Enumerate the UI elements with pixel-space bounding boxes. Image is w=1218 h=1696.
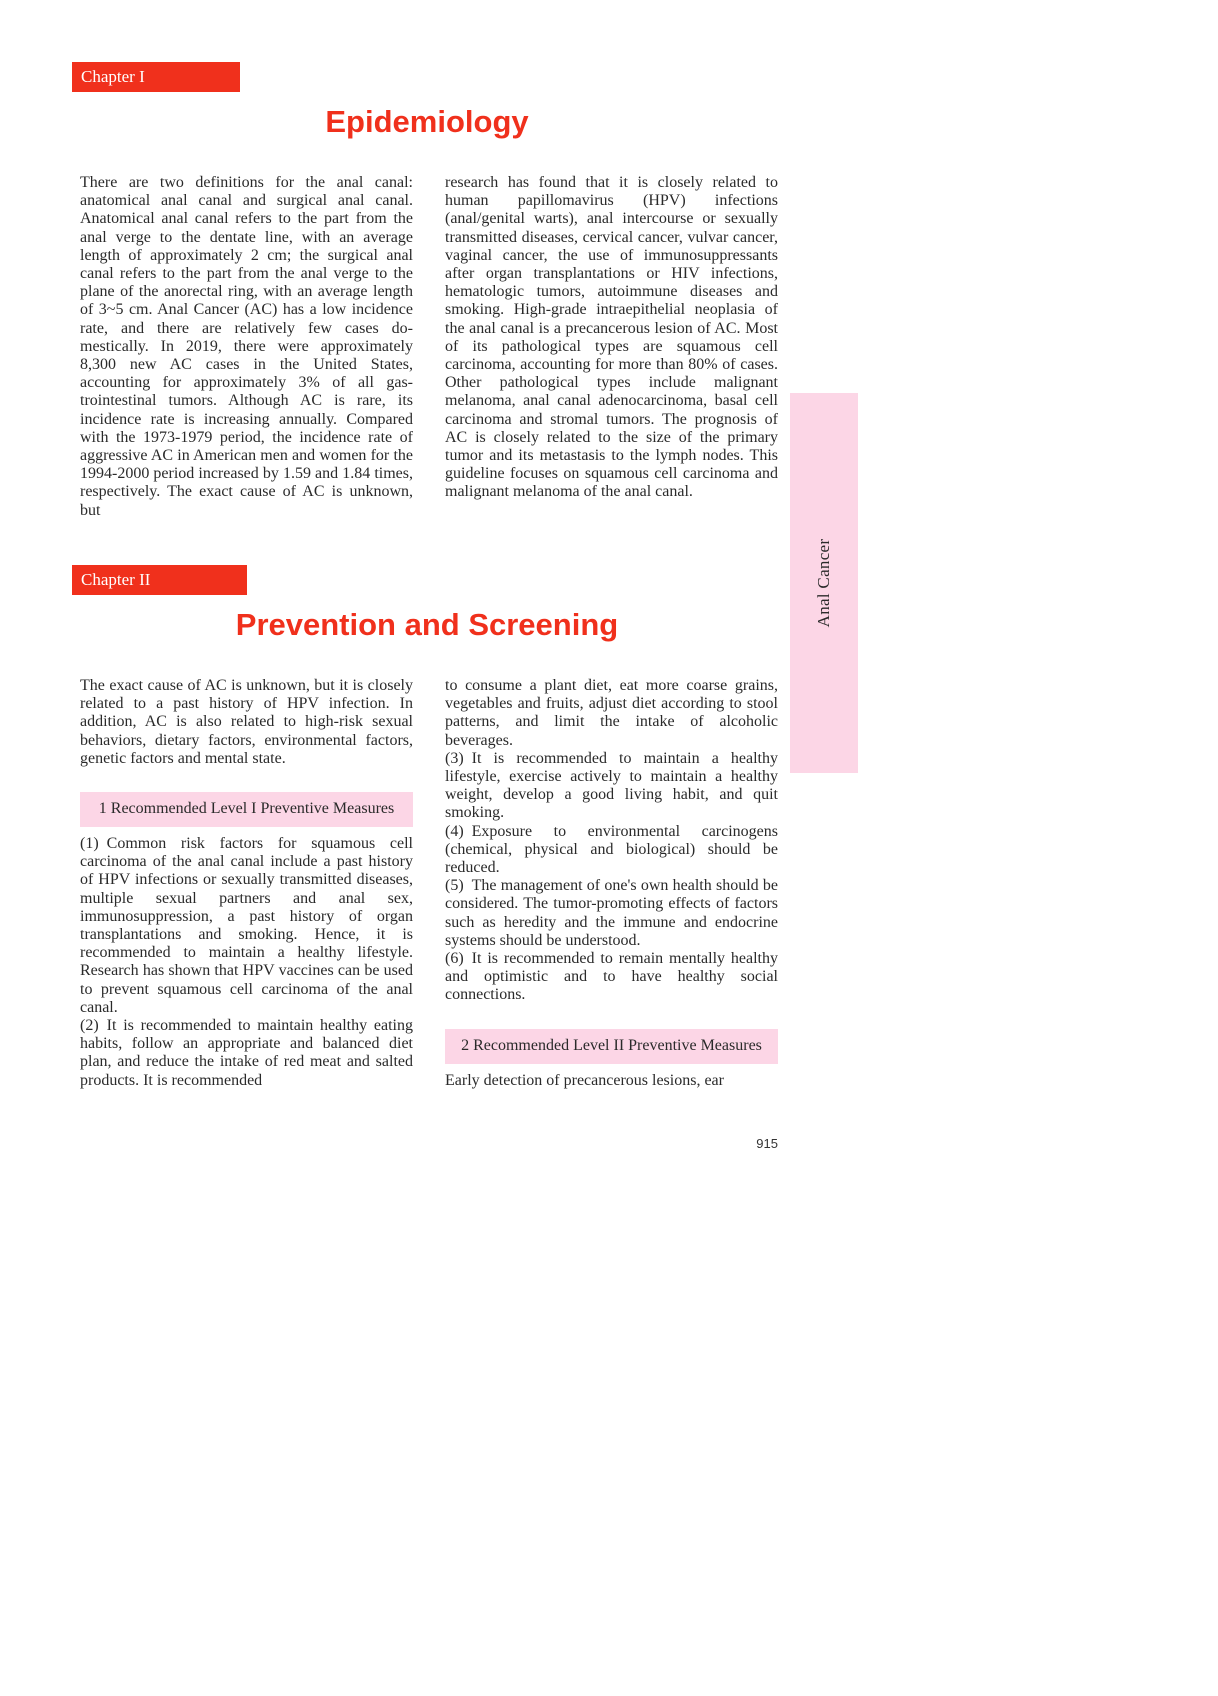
section-2-heading: 2 Recommended Level II Preventive Measures (445, 1029, 778, 1064)
chapter-1-title: Epidemiology (325, 104, 529, 139)
list-item: (4) Exposure to environmental carcinogens (chemical, physical and biological) should be reduced. (445, 822, 778, 877)
chapter-1-left-column (80, 174, 413, 520)
chapter-1-left-paragraph: There are two definitions for the anal canal: anatomical anal canal and surgical anal canal. Anatomical anal canal refers to the part from the anal verge to the dentate line, with an average length of approximately 2 cm; the surgical anal canal refers to the part from the anal verge to the plane of the anorectal ring, with an average length of 3~5 cm. Anal Cancer (AC) has a low incidence rate, and there are relatively few cases domestically. In 2019, there were approximately 8,300 new AC cases in the United States, accounting for approximately 3% of all gastrointestinal tumors. Although AC is rare, its incidence rate is increasing annually. Compared with the 1973-1979 period, the incidence rate of aggressive AC in American men and women for the 1994-2000 period increased by 1.59 and 1.84 times, respectively. The exact cause of AC is unknown, but (80, 174, 413, 519)
list-item: (6) It is recommended to remain mentally healthy and optimistic and to have healthy social connections. (445, 950, 778, 1004)
chapter-2-title: Prevention and Screening (235, 607, 619, 642)
list-item: (5) The management of one's own health should be considered. The tumor-promoting effects of factors such as heredity and the immune and endocrine systems should be understood. (445, 877, 778, 949)
side-tab (790, 393, 858, 773)
chapter-2-right-column (445, 677, 778, 1090)
chapter-2-intro: The exact cause of AC is unknown, but it is closely related to a past history of HPV infection. In addition, AC is also related to high-risk sexual behaviors, dietary factors, environmental factors, genetic factors and mental state. (80, 677, 413, 767)
list-item-continued: to consume a plant diet, eat more coarse grains, vegetables and fruits, adjust diet according to stool patterns, and limit the intake of alcoholic beverages. (445, 677, 778, 749)
chapter-1-right-column (445, 174, 778, 502)
list-item: (1) Common risk factors for squamous cell carcinoma of the anal canal include a past history of HPV infections or sexually transmitted diseases, multiple sexual partners and anal sex, immunosuppression, a past history of organ transplantations and smoking. Hence, it is recommended to maintain a healthy lifestyle. Research has shown that HPV vaccines can be used to prevent squamous cell carcinoma of the anal canal. (80, 835, 413, 1016)
side-tab-label: Anal Cancer (814, 538, 833, 628)
list-item: (2) It is recommended to maintain healthy eating habits, follow an appropriate and balanced diet plan, and reduce the intake of red meat and salted products. It is recommended (80, 1017, 413, 1089)
section-1-heading: 1 Recommended Level I Preventive Measures (80, 792, 413, 827)
list-item: (3) It is recommended to maintain a healthy lifestyle, exercise actively to maintain a healthy weight, develop a good living habit, and quit smoking. (445, 749, 778, 822)
section-2-text: Early detection of precancerous lesions, ear (445, 1071, 724, 1089)
chapter-1-right-paragraph: research has found that it is closely related to human papillomavirus (HPV) infections (anal/genital warts), anal intercourse or sexually transmitted diseases, cervical cancer, vulvar cancer, vaginal cancer, the use of immunosuppressants after organ transplantations or HIV infections, hematologic tumors, autoimmune diseases and smoking. High-grade intraepithelial neoplasia of the anal canal is a precancerous lesion of AC. Most of its pathological types are squamous cell carcinoma, accounting for more than 80% of cases. Other pathological types include malignant melanoma, anal canal adenocarcinoma, basal cell carcinoma and stromal tumors. The prognosis of AC is closely related to the size of the primary tumor and its metastasis to the lymph nodes. This guideline focuses on squamous cell carcinoma and malignant melanoma of the anal canal. (445, 174, 778, 501)
chapter-2-left-column (80, 677, 413, 1090)
page-number: 915 (756, 1136, 778, 1151)
chapter-1-tag: Chapter I (72, 62, 240, 92)
chapter-2-tag: Chapter II (72, 565, 247, 595)
